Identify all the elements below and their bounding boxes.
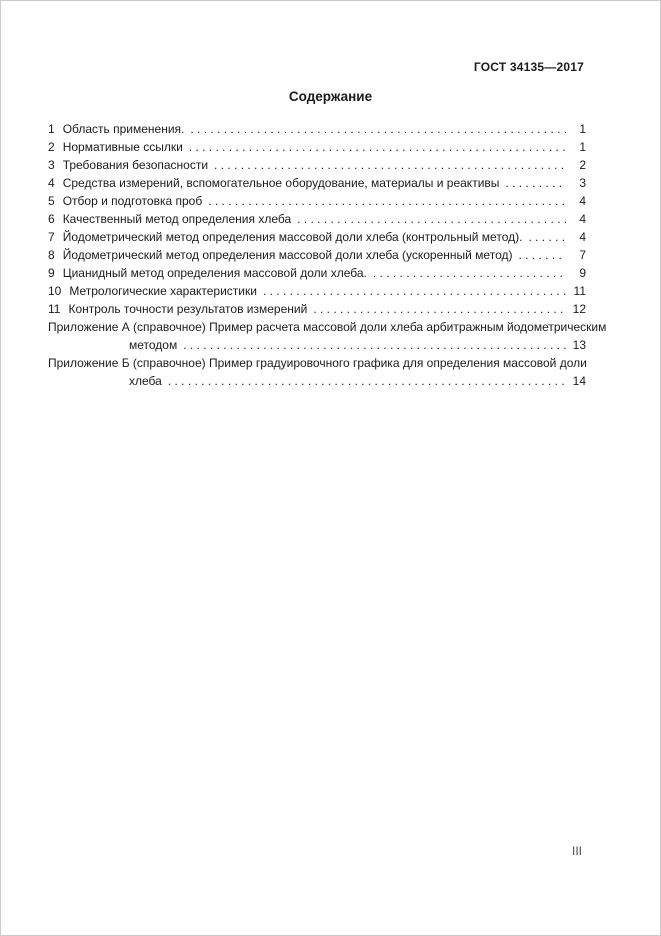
- page-number: III: [571, 844, 582, 858]
- toc-entry-number: 11: [48, 302, 61, 316]
- toc-entry-5: [48, 192, 586, 210]
- toc-entry-6: [48, 210, 586, 228]
- doc-code: ГОСТ 34135—2017: [473, 60, 584, 74]
- toc-entry-page: 4: [579, 194, 586, 208]
- toc-entry-page: 4: [579, 212, 586, 226]
- appendix-b-title: Приложение Б (справочное) Пример градуировочного графика для определения массовой доли: [48, 356, 587, 370]
- table-of-contents: [48, 120, 607, 390]
- toc-entry-page: 3: [579, 176, 586, 190]
- appendix-b-line2: [48, 372, 586, 390]
- dot-leader: [505, 174, 566, 192]
- toc-entry-8: [48, 246, 586, 264]
- toc-entry-number: 5: [48, 194, 55, 208]
- toc-entry-1: [48, 120, 586, 138]
- dot-leader: [373, 264, 566, 282]
- toc-entry-title: Цианидный метод определения массовой доли хлеба.: [62, 266, 367, 280]
- toc-entry-3: [48, 156, 586, 174]
- toc-entry-title: Контроль точности результатов измерений: [68, 302, 308, 316]
- toc-entry-7: [48, 228, 586, 246]
- appendix-a-line1: [48, 318, 607, 336]
- toc-entry-number: 10: [48, 284, 62, 298]
- dot-leader: [263, 282, 566, 300]
- toc-entry-page: 11: [573, 284, 586, 298]
- toc-entry-page: 2: [579, 158, 586, 172]
- toc-entry-number: 8: [48, 248, 55, 262]
- toc-entry-number: 3: [48, 158, 55, 172]
- toc-entry-number: 9: [48, 266, 55, 280]
- toc-entry-title: Область применения.: [62, 122, 185, 136]
- toc-entry-number: 4: [48, 176, 55, 190]
- toc-entry-title: Йодометрический метод определения массовой доли хлеба (ускоренный метод): [62, 248, 513, 262]
- dot-leader: [208, 192, 566, 210]
- dot-leader: [214, 156, 566, 174]
- toc-entry-2: [48, 138, 586, 156]
- toc-entry-page: 4: [579, 230, 586, 244]
- toc-entry-title: Метрологические характеристики: [69, 284, 257, 298]
- toc-entry-number: 2: [48, 140, 55, 154]
- toc-title: Содержание: [288, 89, 373, 104]
- toc-entry-title: Отбор и подготовка проб: [62, 194, 203, 208]
- dot-leader: [189, 138, 566, 156]
- toc-entry-page: 7: [579, 248, 586, 262]
- toc-entry-title: Требования безопасности: [62, 158, 209, 172]
- appendix-b-page: 14: [572, 374, 586, 388]
- toc-entry-page: 1: [579, 140, 586, 154]
- appendix-a-title: Приложение А (справочное) Пример расчета массовой доли хлеба арбитражным йодометрическим: [48, 320, 607, 334]
- appendix-a-title-continuation: методом: [129, 338, 178, 352]
- toc-entry-page: 1: [579, 122, 586, 136]
- toc-entry-number: 1: [48, 122, 55, 136]
- dot-leader: [168, 372, 566, 390]
- toc-entry-title: Нормативные ссылки: [62, 140, 183, 154]
- dot-leader: [528, 228, 566, 246]
- dot-leader: [518, 246, 566, 264]
- dot-leader: [313, 300, 566, 318]
- toc-entry-10: [48, 282, 586, 300]
- appendix-a-line2: [48, 336, 586, 354]
- dot-leader: [190, 120, 566, 138]
- toc-entry-number: 7: [48, 230, 55, 244]
- dot-leader: [183, 336, 566, 354]
- toc-entry-title: Средства измерений, вспомогательное оборудование, материалы и реактивы: [62, 176, 500, 190]
- toc-entry-4: [48, 174, 586, 192]
- appendix-b-title-continuation: хлеба: [129, 374, 162, 388]
- toc-entry-title: Качественный метод определения хлеба: [62, 212, 292, 226]
- toc-entry-9: [48, 264, 586, 282]
- dot-leader: [297, 210, 566, 228]
- toc-entry-page: 9: [579, 266, 586, 280]
- appendix-a-page: 13: [572, 338, 586, 352]
- toc-entry-11: [48, 300, 586, 318]
- toc-entry-number: 6: [48, 212, 55, 226]
- appendix-b-line1: [48, 354, 586, 372]
- toc-entry-title: Йодометрический метод определения массовой доли хлеба (контрольный метод).: [62, 230, 523, 244]
- toc-entry-page: 12: [572, 302, 586, 316]
